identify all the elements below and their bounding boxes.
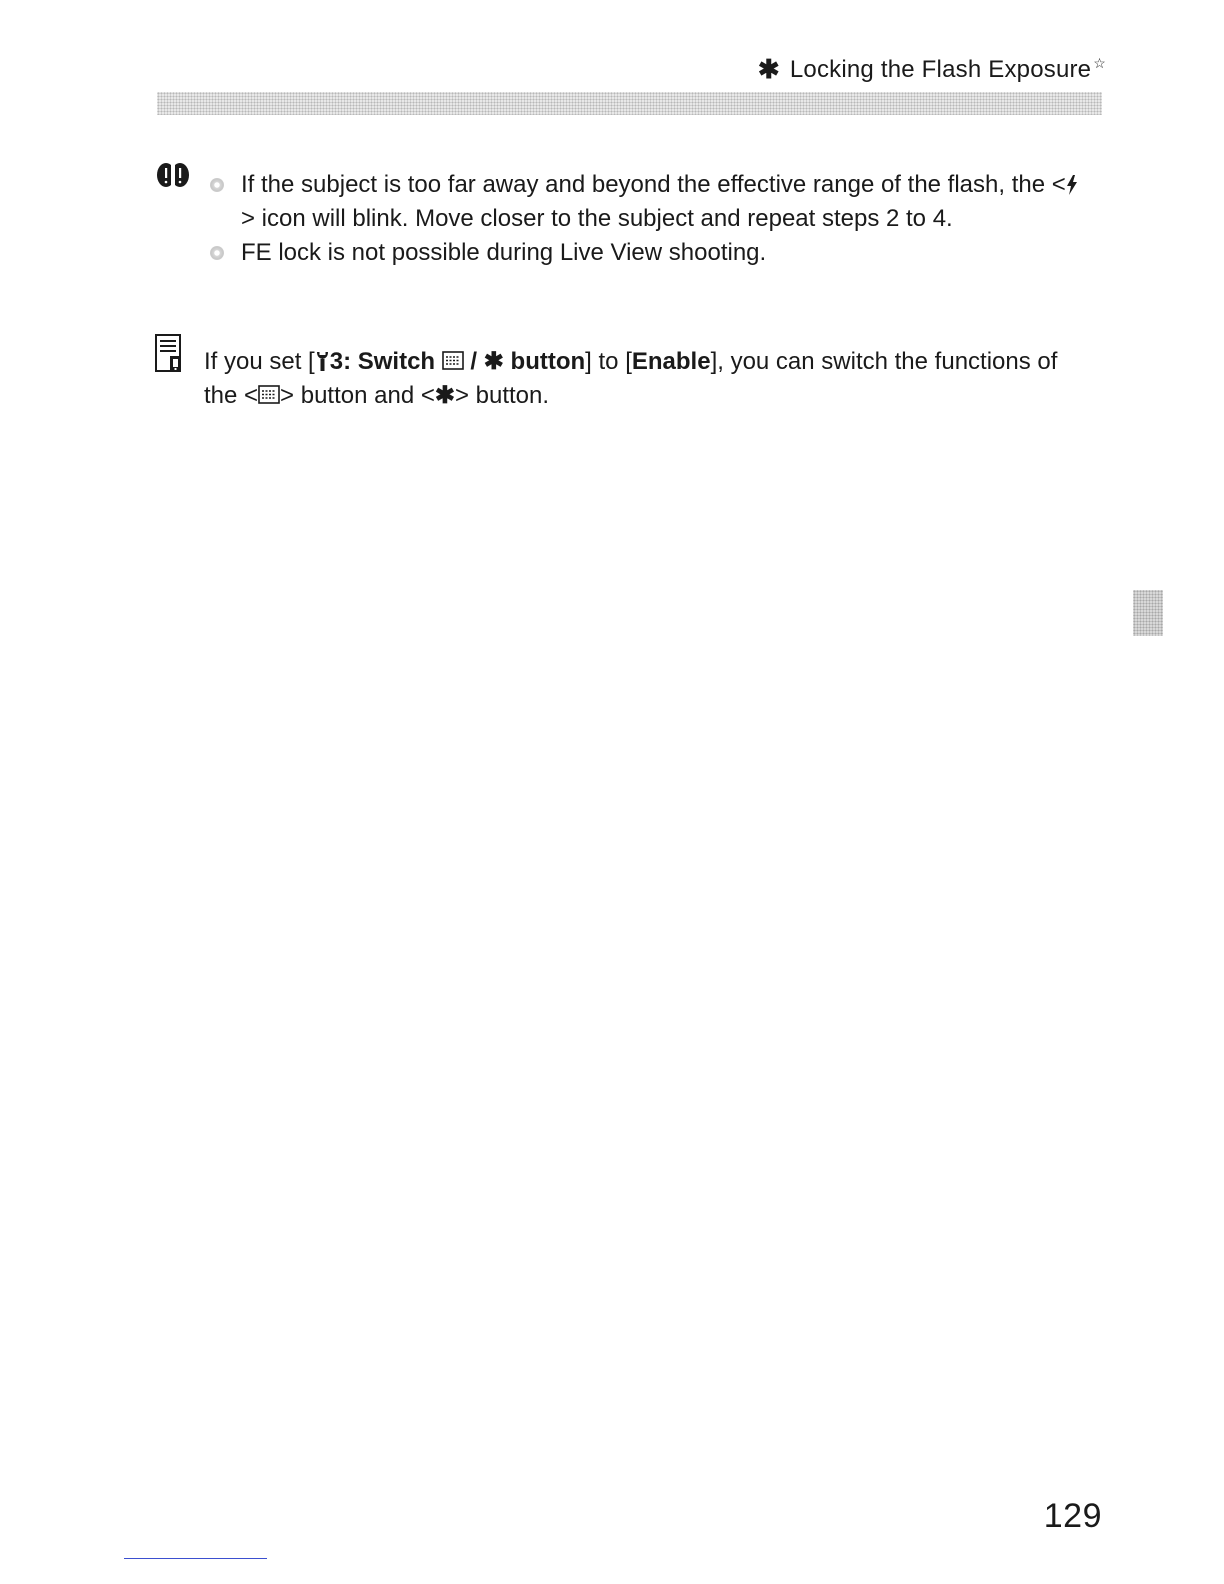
note-text-part: > button. — [454, 382, 550, 409]
fe-lock-star-icon: ✱ — [434, 382, 455, 409]
note-text-part: ] to [ — [585, 348, 632, 375]
running-header — [758, 54, 1106, 85]
note-enable-label: Enable — [631, 348, 711, 375]
bullet-icon — [210, 246, 224, 260]
flash-icon — [1066, 175, 1078, 195]
page-number: 129 — [1043, 1497, 1102, 1535]
bottom-link-line — [124, 1558, 267, 1559]
info-button-icon — [442, 350, 464, 372]
fe-lock-star-icon: ✱ — [483, 348, 504, 375]
caution-icon — [156, 160, 190, 190]
note-button-label: button — [503, 348, 586, 375]
header-title: Locking the Flash Exposure — [789, 55, 1092, 83]
note-slash: / — [463, 348, 484, 375]
setup-wrench-icon — [315, 350, 330, 372]
note-text-part: If you set [ — [204, 348, 315, 375]
note-menu-label: 3: Switch — [329, 348, 442, 375]
note-text-part: ], you can switch the functions of the < — [204, 348, 1058, 409]
caution-text: FE lock is not possible during Live View shooting. — [241, 239, 767, 266]
chapter-side-tab — [1133, 590, 1163, 636]
caution-list — [208, 168, 1088, 270]
header-band — [157, 92, 1102, 115]
header-star-suffix: ☆ — [1093, 55, 1106, 71]
note-icon — [155, 334, 185, 374]
caution-text-part1: If the subject is too far away and beyond the effective range of the flash, the < — [241, 171, 1066, 198]
caution-item — [208, 236, 1088, 270]
caution-text-part2: > icon will blink. Move closer to the subject and repeat steps 2 to 4. — [241, 205, 953, 232]
info-button-icon — [258, 384, 280, 406]
fe-lock-star-icon: ✱ — [757, 54, 780, 84]
note-text-part: > button and < — [280, 382, 435, 409]
bullet-icon — [210, 178, 224, 192]
note-text — [204, 345, 1094, 413]
caution-item — [208, 168, 1088, 236]
